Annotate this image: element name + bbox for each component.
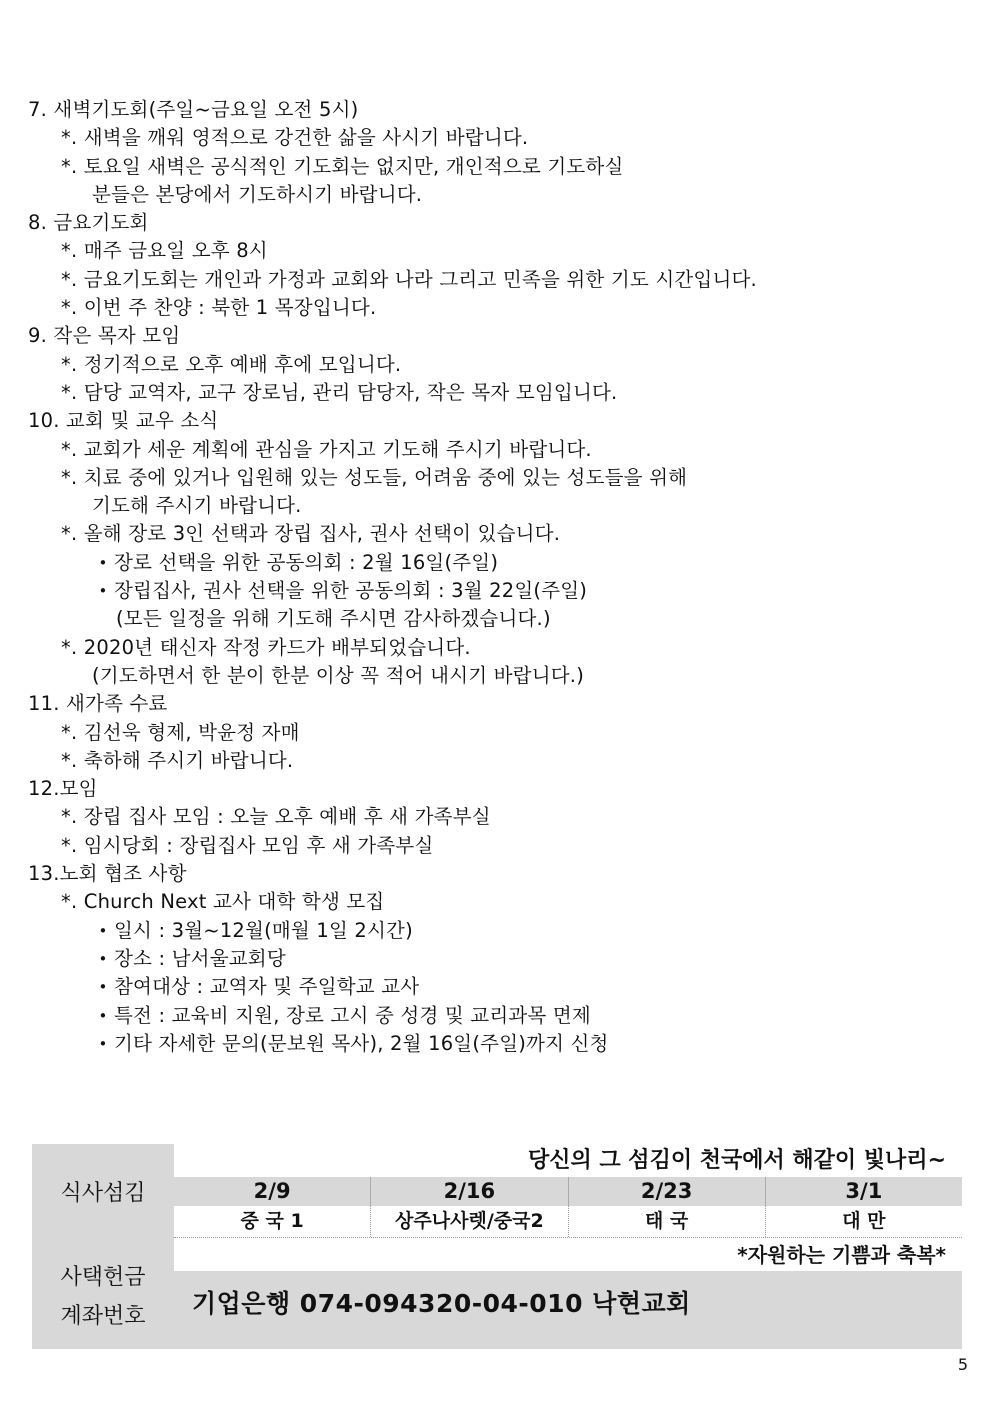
line-text: *. 치료 중에 있거나 입원해 있는 성도들, 어려움 중에 있는 성도들을 위해: [61, 465, 688, 489]
account-label: 계좌번호: [60, 1304, 146, 1329]
group-cell: 태 국: [568, 1206, 765, 1237]
section-heading: [28, 209, 968, 237]
line-text: *. 새벽을 깨워 영적으로 강건한 삶을 사시기 바랍니다.: [61, 126, 529, 150]
section-heading: [28, 96, 968, 124]
section-heading: [28, 860, 968, 888]
line-text: 분들은 본당에서 기도하시기 바랍니다.: [92, 182, 423, 206]
date-cell: 2/23: [568, 1177, 765, 1206]
bullet-icon: •: [98, 582, 108, 601]
line-text: (모든 일정을 위해 기도해 주시면 감사하겠습니다.): [116, 607, 551, 631]
slogan: 당신의 그 섬김이 천국에서 해같이 빛나리~: [174, 1144, 962, 1177]
announcement-line: [28, 832, 968, 860]
line-text: *. 담당 교역자, 교구 장로님, 관리 담당자, 작은 목자 모임입니다.: [61, 380, 618, 404]
group-cell: 중 국 1: [240, 1210, 304, 1232]
line-text: *. 교회가 세운 계획에 관심을 가지고 기도해 주시기 바랍니다.: [61, 437, 592, 461]
announcement-line: [28, 181, 968, 209]
line-text: *. Church Next 교사 대학 학생 모집: [61, 890, 385, 914]
line-text: *. 금요기도회는 개인과 가정과 교회와 나라 그리고 민족을 위한 기도 시간입니다.: [61, 267, 757, 291]
line-text: 11. 새가족 수료: [28, 692, 168, 716]
announcement-line: [28, 1002, 968, 1030]
line-text: 10. 교회 및 교우 소식: [28, 409, 219, 433]
section-heading: [28, 690, 968, 718]
section-heading: [28, 322, 968, 350]
offering-note-cell: *자원하는 기쁨과 축복*: [174, 1237, 962, 1271]
announcement-line: [28, 662, 968, 690]
bullet-icon: •: [98, 553, 108, 572]
line-text: 장립집사, 권사 선택을 위한 공동의회 : 3월 22일(주일): [114, 579, 588, 603]
announcement-line: [28, 803, 968, 831]
line-text: 특전 : 교육비 지원, 장로 고시 중 성경 및 교리과목 면제: [114, 1003, 591, 1027]
bullet-icon: •: [98, 1006, 108, 1025]
line-text: 장로 선택을 위한 공동의회 : 2월 16일(주일): [114, 550, 499, 574]
line-text: *. 이번 주 찬양 : 북한 1 목장입니다.: [61, 296, 377, 320]
bullet-icon: •: [98, 1034, 108, 1053]
announcement-line: [28, 351, 968, 379]
group-cell: 상주나사렛/중국2: [370, 1206, 567, 1237]
announcement-line: [28, 294, 968, 322]
line-text: *. 장립 집사 모임 : 오늘 오후 예배 후 새 가족부실: [61, 805, 491, 829]
announcement-line: [28, 237, 968, 265]
line-text: 13.노회 협조 사항: [28, 862, 187, 886]
announcement-line: [28, 464, 968, 492]
line-text: *. 2020년 태신자 작정 카드가 배부되었습니다.: [61, 635, 471, 659]
announcement-line: [28, 379, 968, 407]
announcement-line: [28, 577, 968, 605]
announcement-line: [28, 634, 968, 662]
date-cell: 2/16: [370, 1177, 567, 1206]
announcement-line: [28, 1030, 968, 1058]
announcement-line: [28, 917, 968, 945]
line-text: 기도해 주시기 바랍니다.: [92, 494, 302, 518]
announcement-line: [28, 492, 968, 520]
line-text: *. 올해 장로 3인 선택과 장립 집사, 권사 선택이 있습니다.: [61, 522, 561, 546]
date-cell: 3/1: [765, 1177, 962, 1206]
line-text: 7. 새벽기도회(주일~금요일 오전 5시): [28, 98, 359, 121]
line-text: *. 매주 금요일 오후 8시: [61, 239, 268, 263]
announcement-line: [28, 153, 968, 181]
line-text: (기도하면서 한 분이 한분 이상 꼭 적어 내시기 바랍니다.): [92, 663, 585, 687]
line-text: *. 토요일 새벽은 공식적인 기도회는 없지만, 개인적으로 기도하실: [61, 154, 624, 178]
line-text: 12.모임: [28, 777, 98, 801]
line-text: *. 임시당회 : 장립집사 모임 후 새 가족부실: [61, 833, 434, 857]
service-table: [32, 1144, 962, 1349]
announcement-line: [28, 436, 968, 464]
bank-account: 기업은행 074-094320-04-010 낙현교회: [192, 1289, 691, 1318]
bullet-icon: •: [98, 978, 108, 997]
announcement-line: [28, 605, 968, 633]
line-text: *. 축하해 주시기 바랍니다.: [61, 748, 294, 772]
line-text: 일시 : 3월~12월(매월 1일 2시간): [114, 918, 413, 942]
line-text: 기타 자세한 문의(문보원 목사), 2월 16일(주일)까지 신청: [114, 1031, 609, 1055]
announcement-line: [28, 549, 968, 577]
dates-header-row: [174, 1177, 962, 1206]
announcement-line: [28, 888, 968, 916]
announcement-line: [28, 266, 968, 294]
bullet-icon: •: [98, 921, 108, 940]
announcement-line: [28, 747, 968, 775]
group-cell: 대 만: [765, 1206, 962, 1237]
line-text: *. 김선욱 형제, 박윤정 자매: [61, 720, 300, 744]
section-heading: [28, 775, 968, 803]
line-text: 9. 작은 목자 모임: [28, 324, 181, 348]
line-text: 8. 금요기도회: [28, 211, 149, 235]
date-cell: 2/9: [253, 1179, 291, 1203]
announcement-line: [28, 520, 968, 548]
section-heading: [28, 407, 968, 435]
line-text: 장소 : 남서울교회당: [114, 946, 286, 970]
announcement-line: [28, 719, 968, 747]
announcement-line: [28, 945, 968, 973]
announcement-line: [28, 124, 968, 152]
meal-service-label: 식사섬김: [60, 1181, 146, 1206]
groups-row: [174, 1206, 962, 1237]
line-text: *. 정기적으로 오후 예배 후에 모입니다.: [61, 352, 402, 376]
announcement-list: [28, 96, 968, 1058]
offering-label: 사택헌금: [60, 1265, 146, 1290]
page-number: 5: [957, 1355, 968, 1374]
announcement-line: [28, 973, 968, 1001]
bullet-icon: •: [98, 949, 108, 968]
line-text: 참여대상 : 교역자 및 주일학교 교사: [114, 975, 420, 999]
